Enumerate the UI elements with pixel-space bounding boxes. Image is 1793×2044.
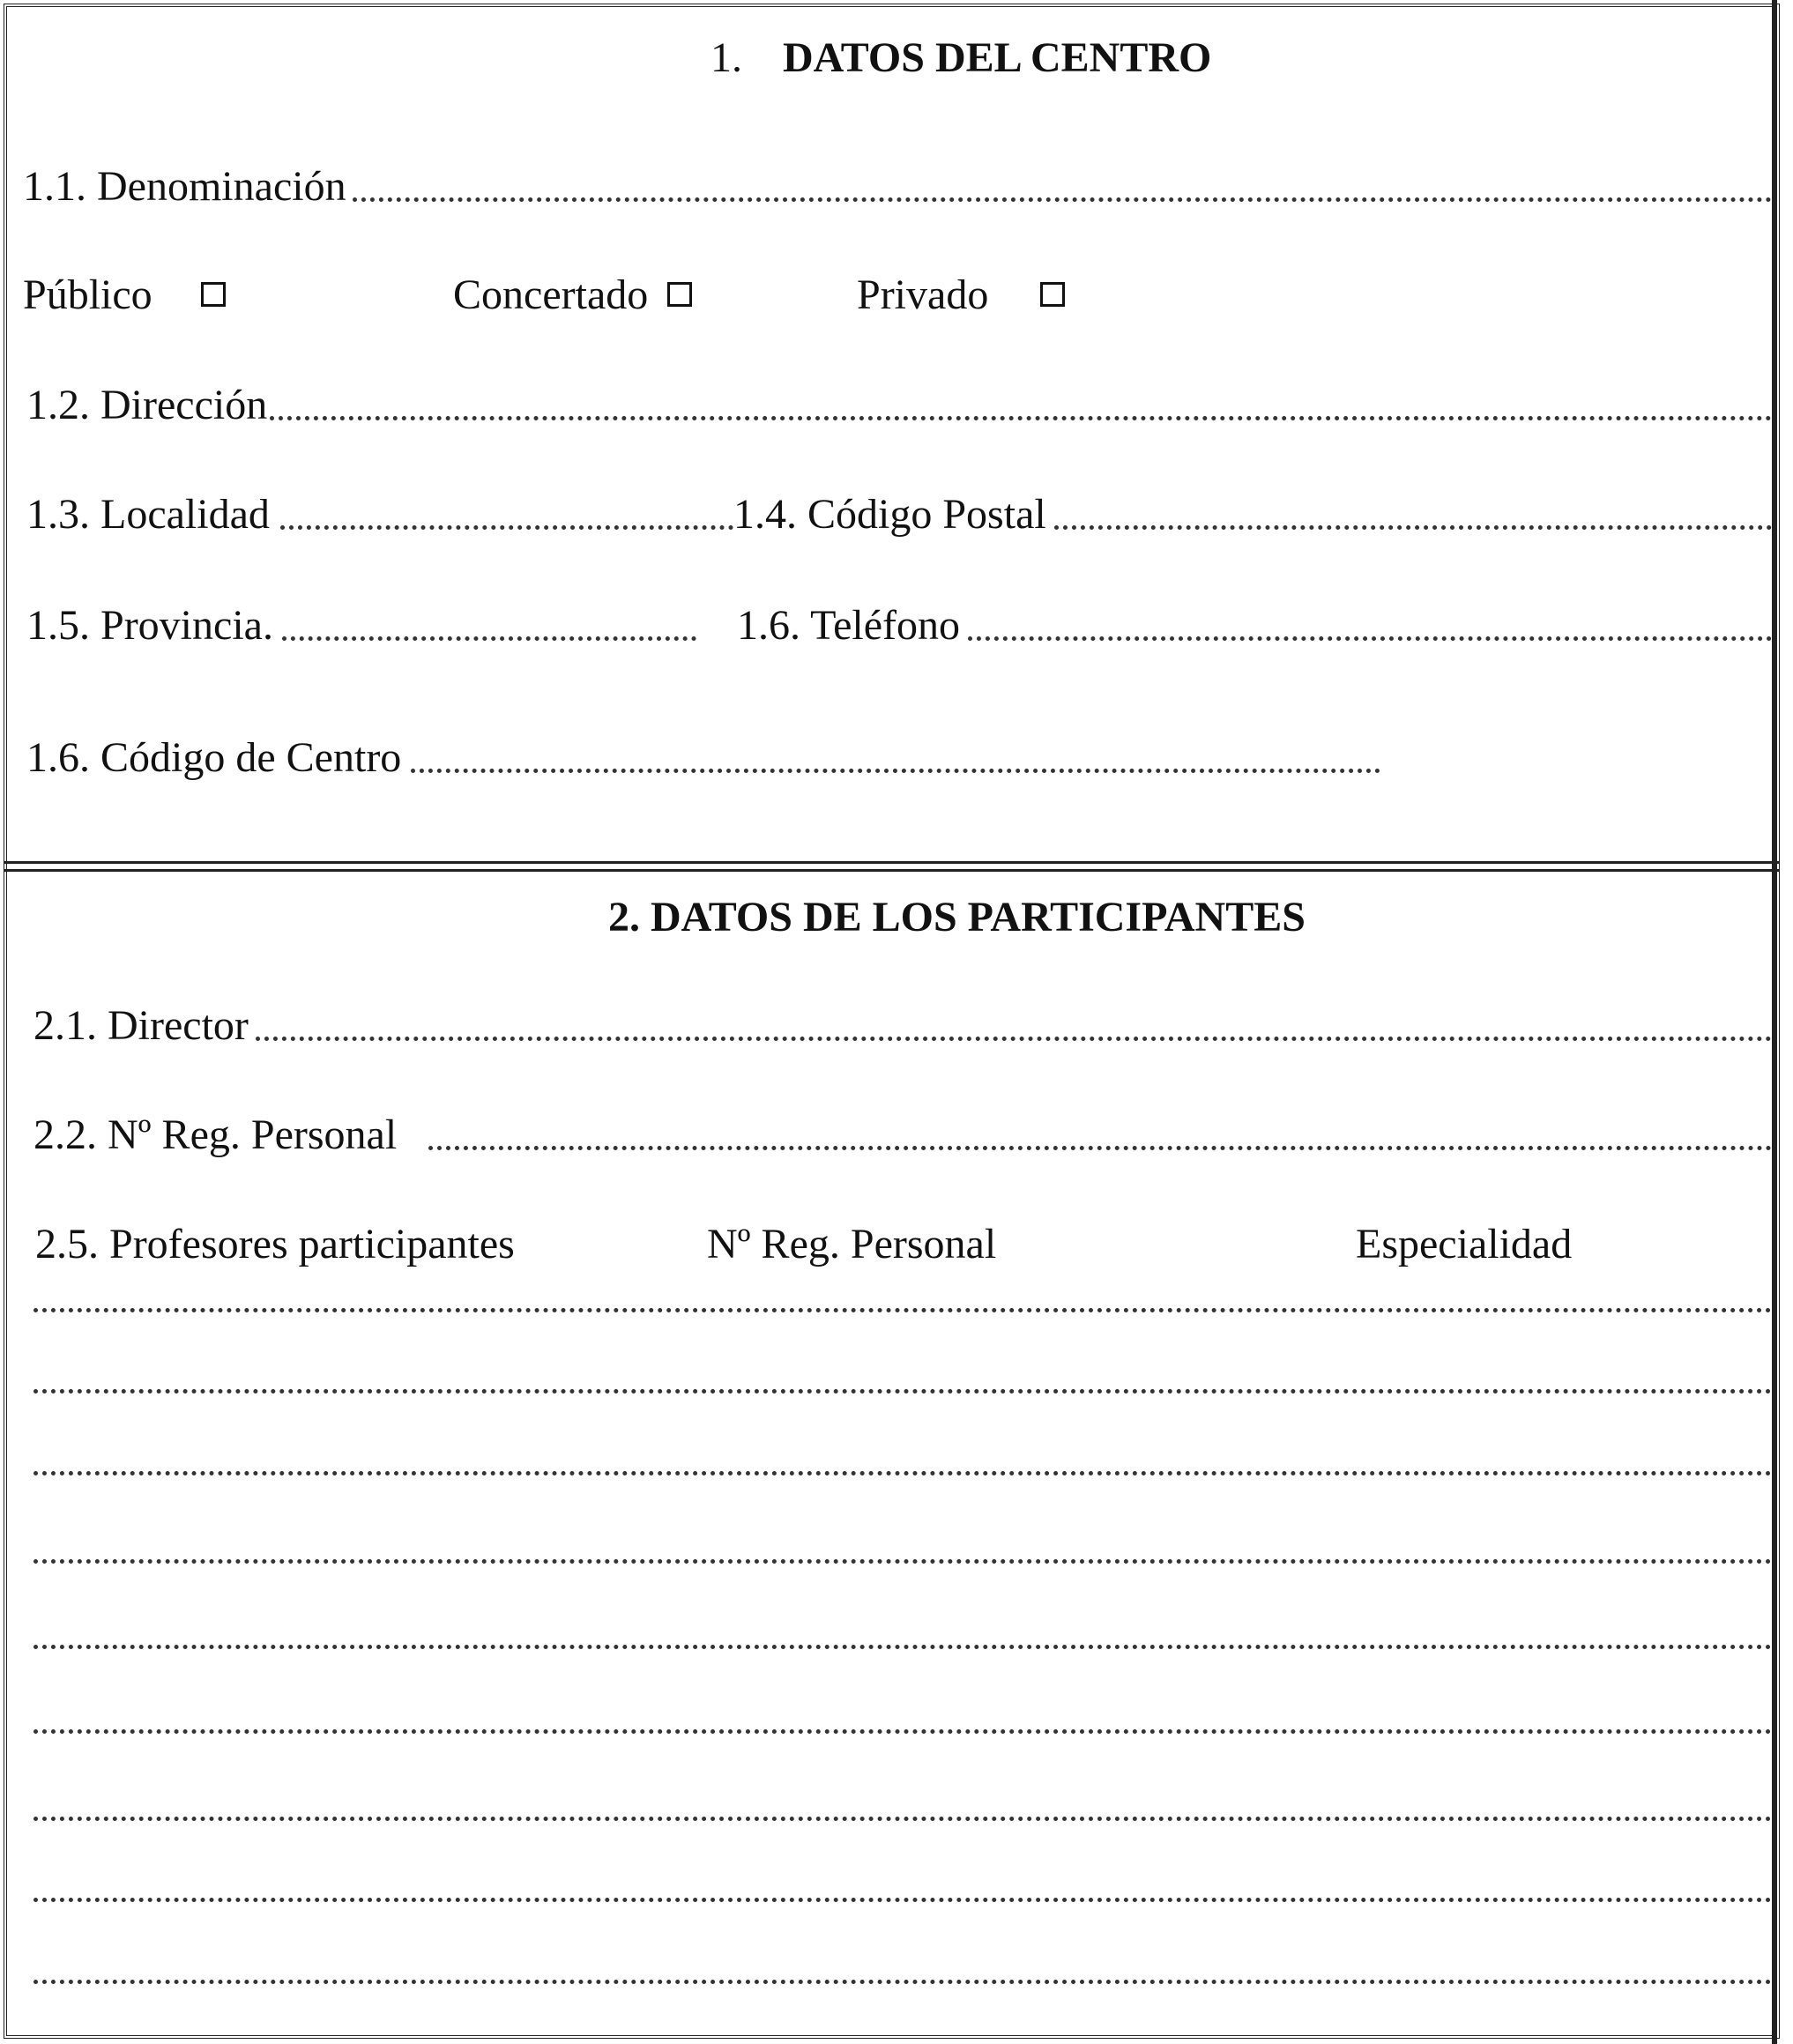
profesor-line-9[interactable] (33, 1980, 1772, 1984)
publico-checkbox[interactable] (201, 282, 226, 307)
concertado-checkbox[interactable] (667, 282, 692, 307)
codigo-postal-field[interactable] (1054, 525, 1772, 530)
direccion-field[interactable] (270, 416, 1772, 420)
profesor-line-3[interactable] (33, 1471, 1772, 1475)
privado-checkbox[interactable] (1040, 282, 1065, 307)
provincia-label: 1.5. Provincia. (26, 602, 273, 649)
profesor-line-6[interactable] (33, 1729, 1772, 1734)
profesor-line-7[interactable] (33, 1817, 1772, 1821)
frame-right-edge (1772, 0, 1777, 2044)
privado-label: Privado (857, 271, 989, 318)
localidad-field[interactable] (280, 525, 733, 530)
codigo-postal-label: 1.4. Código Postal (733, 491, 1046, 538)
profesor-line-5[interactable] (33, 1645, 1772, 1649)
provincia-field[interactable] (282, 636, 696, 641)
director-field[interactable] (256, 1037, 1772, 1041)
profesor-line-4[interactable] (33, 1559, 1772, 1564)
localidad-label: 1.3. Localidad (26, 491, 270, 538)
telefono-field[interactable] (968, 636, 1772, 641)
section1-title: DATOS DEL CENTRO (783, 34, 1212, 81)
section1-heading (711, 34, 1212, 81)
col-especialidad-header: Especialidad (1356, 1221, 1573, 1267)
nreg-field[interactable] (428, 1146, 1772, 1150)
nreg-label: 2.2. Nº Reg. Personal (33, 1111, 398, 1158)
director-label: 2.1. Director (33, 1002, 249, 1049)
col-nreg-header: Nº Reg. Personal (707, 1221, 997, 1267)
direccion-label: 1.2. Dirección (26, 382, 268, 428)
profesor-line-8[interactable] (33, 1898, 1772, 1902)
profesores-label: 2.5. Profesores participantes (35, 1221, 515, 1267)
telefono-label: 1.6. Teléfono (737, 602, 961, 649)
denominacion-label: 1.1. Denominación (23, 163, 346, 210)
section-divider (4, 861, 1780, 872)
section2-title: 2. DATOS DE LOS PARTICIPANTES (608, 894, 1306, 940)
publico-label: Público (23, 271, 153, 318)
concertado-label: Concertado (453, 271, 649, 318)
codigo-centro-field[interactable] (411, 769, 1380, 773)
denominacion-field[interactable] (353, 197, 1772, 202)
codigo-centro-label: 1.6. Código de Centro (26, 734, 402, 781)
profesor-line-2[interactable] (33, 1389, 1772, 1394)
profesor-line-1[interactable] (33, 1308, 1772, 1312)
section1-number: 1. (711, 34, 742, 81)
